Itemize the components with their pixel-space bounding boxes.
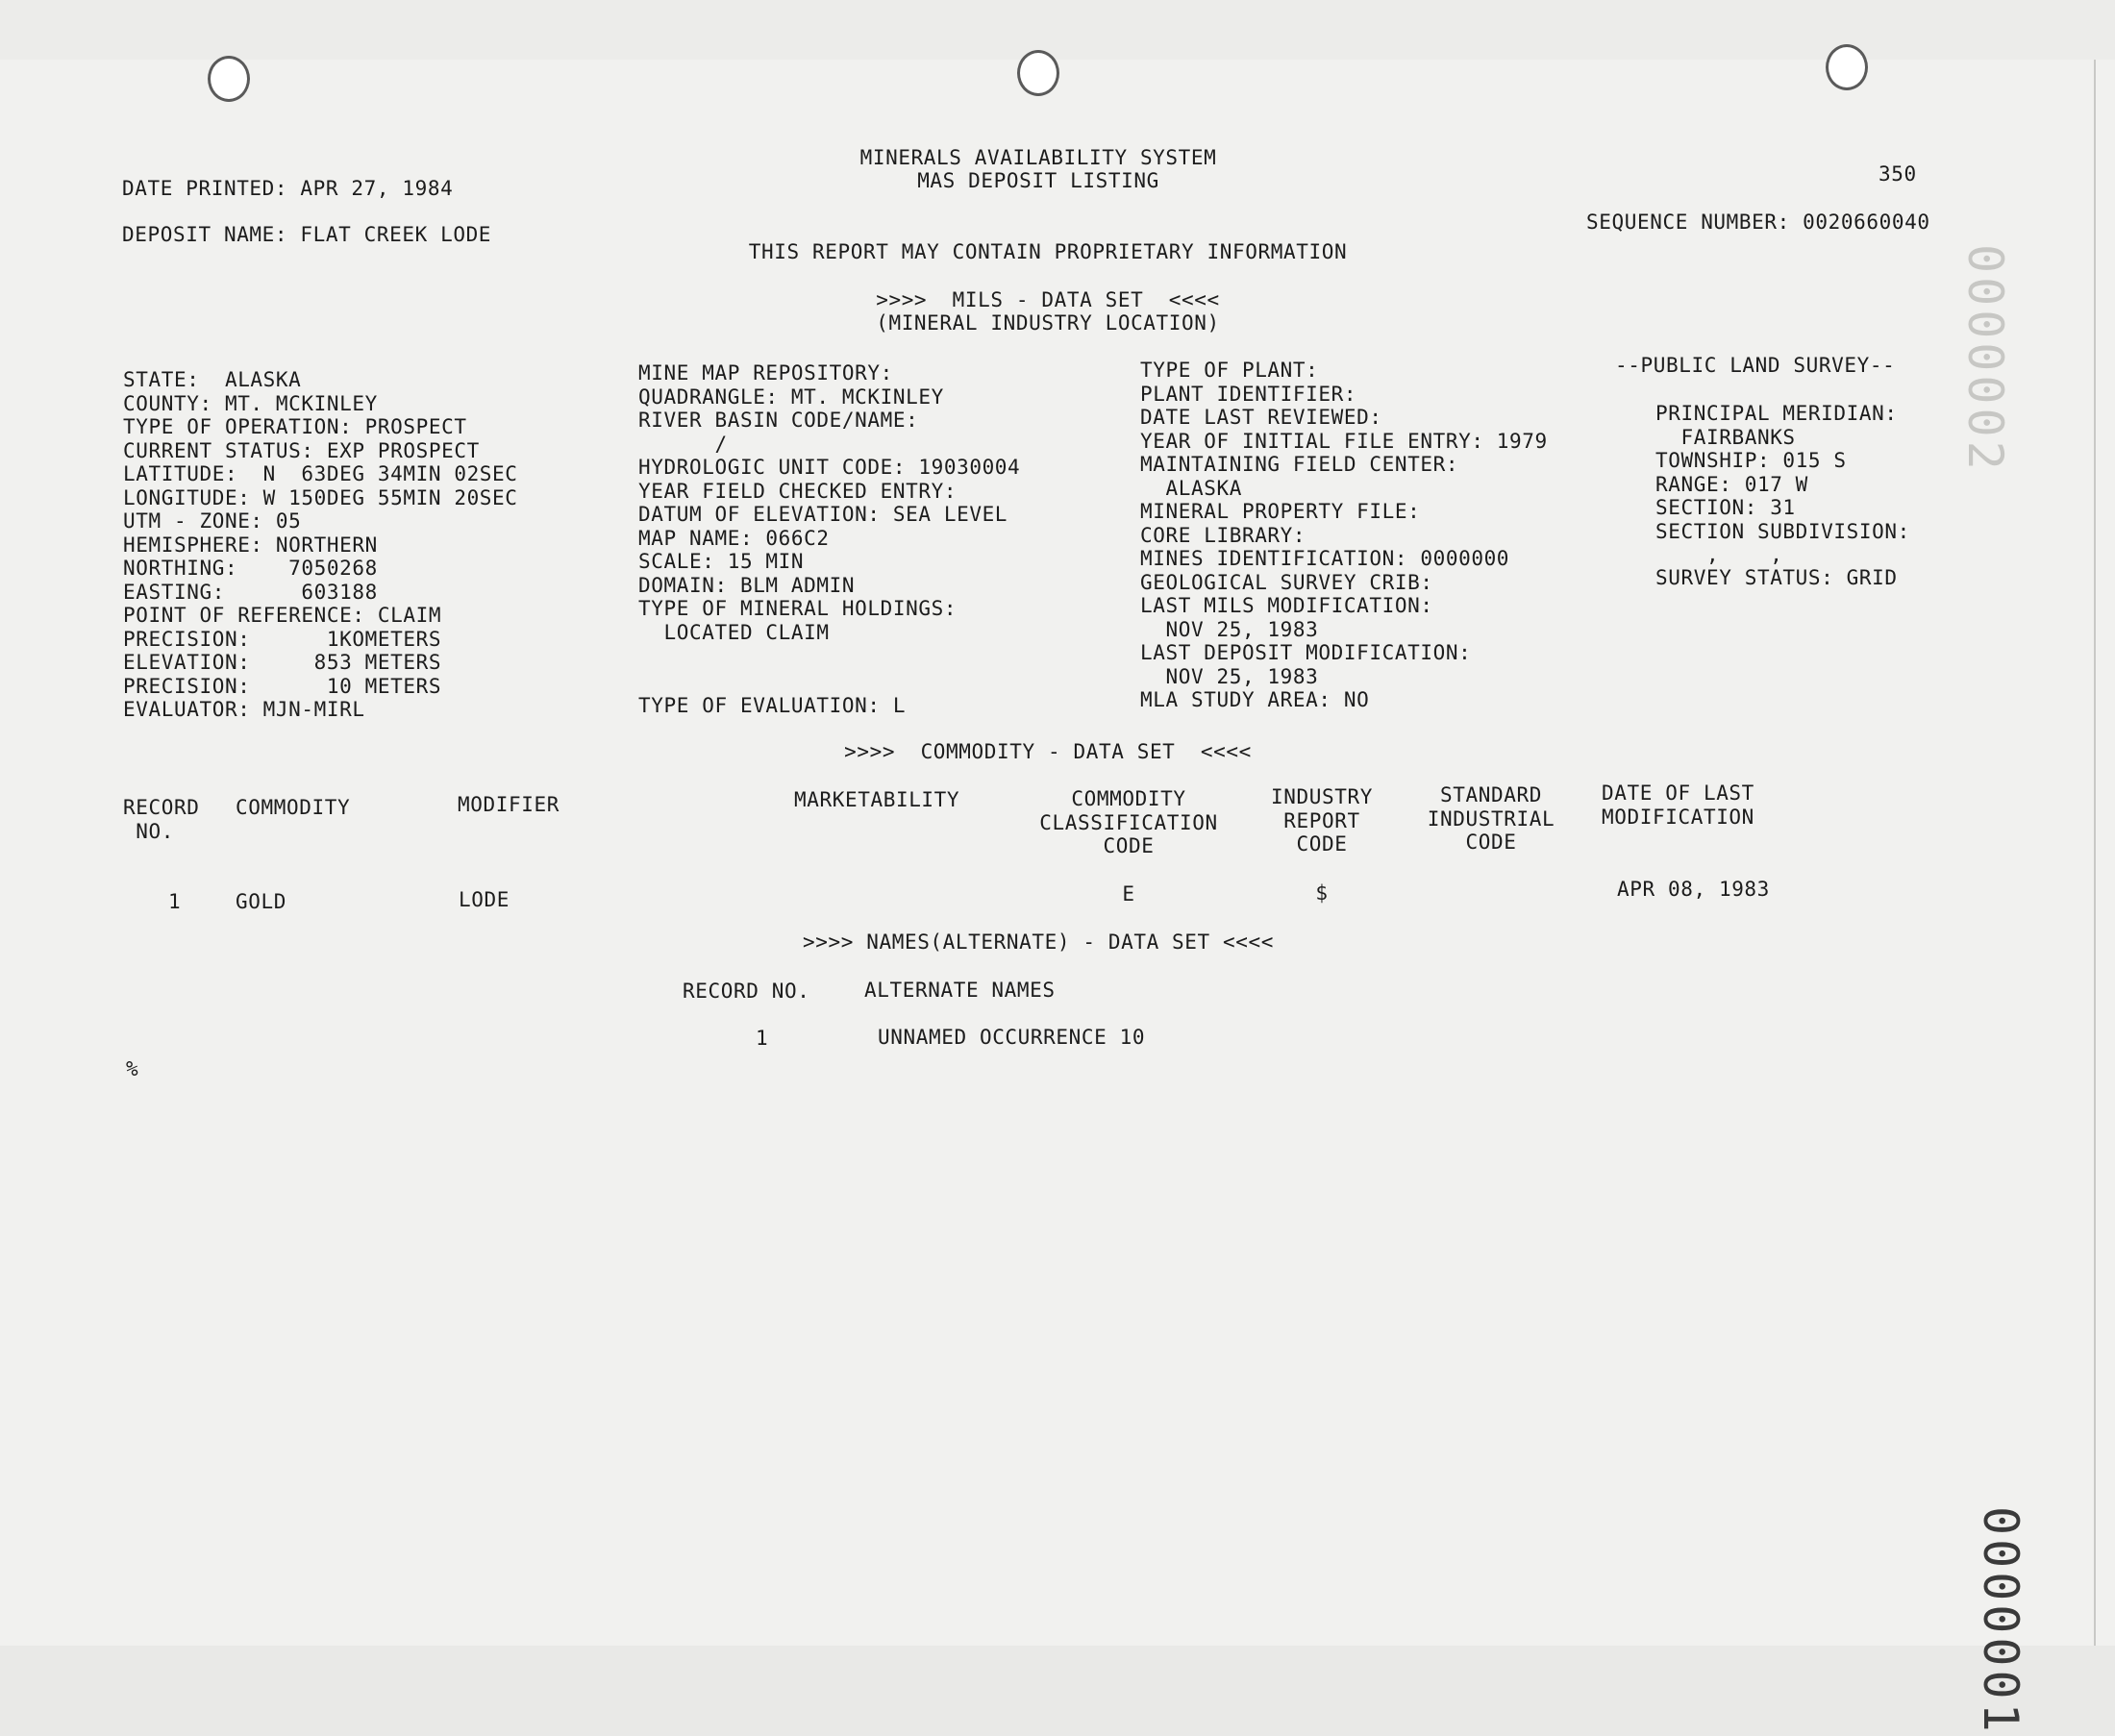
mils-section-subtitle: (MINERAL INDUSTRY LOCATION) (876, 311, 1220, 335)
field-line: DOMAIN: BLM ADMIN (638, 573, 856, 597)
field-line: RIVER BASIN CODE/NAME: (638, 409, 919, 432)
field-line: ELEVATION: 853 METERS (123, 651, 442, 674)
land-survey-heading: --PUBLIC LAND SURVEY-- (1615, 354, 1896, 377)
col-header-industry: INDUSTRY REPORT CODE (1271, 785, 1373, 856)
field-line: ALASKA (1140, 476, 1242, 500)
type-of-evaluation: TYPE OF EVALUATION: L (638, 694, 907, 717)
punch-hole-left (208, 56, 250, 102)
field-line: STATE: ALASKA (123, 368, 302, 391)
names-section-title: >>>> NAMES(ALTERNATE) - DATA SET <<<< (803, 930, 1274, 954)
ghost-stamp-number: 0000002 (1957, 244, 2013, 474)
cell-modifier: LODE (459, 888, 510, 911)
end-mark: % (126, 1057, 139, 1080)
report-title: MINERALS AVAILABILITY SYSTEM (859, 146, 1217, 169)
mils-section-title: >>>> MILS - DATA SET <<<< (876, 288, 1220, 311)
field-line: TYPE OF OPERATION: PROSPECT (123, 415, 467, 438)
field-line: MINES IDENTIFICATION: 0000000 (1140, 547, 1510, 570)
field-line: SECTION: 31 (1655, 496, 1796, 519)
sequence-number: SEQUENCE NUMBER: 0020660040 (1586, 211, 1930, 234)
field-line: LAST MILS MODIFICATION: (1140, 594, 1433, 617)
field-line: LONGITUDE: W 150DEG 55MIN 20SEC (123, 485, 518, 509)
col-header-record-no: RECORD NO. (683, 980, 810, 1003)
page-number: 350 (1879, 162, 1917, 186)
field-line: YEAR OF INITIAL FILE ENTRY: 1979 (1140, 429, 1548, 453)
cell-date: APR 08, 1983 (1617, 878, 1770, 901)
col-header-modifier: MODIFIER (458, 793, 560, 816)
punch-hole-center (1017, 50, 1059, 96)
survey-status: SURVEY STATUS: GRID (1655, 566, 1898, 589)
field-line: CORE LIBRARY: (1140, 523, 1306, 547)
col-header-commodity: COMMODITY (236, 796, 351, 819)
field-line: LATITUDE: N 63DEG 34MIN 02SEC (123, 462, 518, 485)
field-line: MAP NAME: 066C2 (638, 526, 830, 550)
field-line: DATUM OF ELEVATION: SEA LEVEL (638, 503, 1008, 526)
field-line: NOV 25, 1983 (1140, 664, 1319, 688)
cell-record-no: 1 (168, 890, 182, 913)
field-line: COUNTY: MT. MCKINLEY (123, 391, 378, 415)
date-printed: DATE PRINTED: APR 27, 1984 (122, 177, 454, 200)
field-line: SECTION SUBDIVISION: (1655, 519, 1910, 543)
field-line: MINERAL PROPERTY FILE: (1140, 500, 1421, 523)
col-header-alternate-names: ALTERNATE NAMES (864, 979, 1056, 1002)
field-line: HEMISPHERE: NORTHERN (123, 533, 378, 557)
cell-alternate-name: UNNAMED OCCURRENCE 10 (878, 1026, 1146, 1049)
page-edge (2094, 60, 2096, 1646)
field-line: / (638, 432, 728, 456)
field-line: UTM - ZONE: 05 (123, 509, 302, 533)
field-line: EVALUATOR: MJN-MIRL (123, 698, 365, 721)
cell-record-no: 1 (756, 1027, 769, 1050)
field-line: POINT OF REFERENCE: CLAIM (123, 604, 442, 627)
col-header-standard: STANDARD INDUSTRIAL CODE (1427, 783, 1555, 854)
field-line: DATE LAST REVIEWED: (1140, 406, 1382, 429)
field-line: PLANT IDENTIFIER: (1140, 382, 1357, 406)
report-subtitle: MAS DEPOSIT LISTING (917, 169, 1159, 192)
field-line: CURRENT STATUS: EXP PROSPECT (123, 438, 480, 462)
field-line: LOCATED CLAIM (638, 620, 830, 644)
field-line: SCALE: 15 MIN (638, 550, 805, 573)
field-line: LAST DEPOSIT MODIFICATION: (1140, 641, 1472, 664)
stamp-number: 0000001 (1973, 1506, 2028, 1736)
col-header-marketability: MARKETABILITY (794, 788, 960, 811)
section-subdivision-marks: , , (1655, 543, 1783, 566)
field-line: MINE MAP REPOSITORY: (638, 361, 893, 384)
proprietary-notice: THIS REPORT MAY CONTAIN PROPRIETARY INFORMATION (748, 240, 1348, 263)
deposit-name: DEPOSIT NAME: FLAT CREEK LODE (122, 223, 492, 246)
field-line: RANGE: 017 W (1655, 472, 1808, 496)
field-line: NORTHING: 7050268 (123, 557, 378, 580)
cell-classification: E (1122, 882, 1135, 905)
field-line: PRECISION: 10 METERS (123, 674, 442, 698)
field-line: MAINTAINING FIELD CENTER: (1140, 453, 1459, 476)
field-line: MLA STUDY AREA: NO (1140, 688, 1370, 711)
field-line: HYDROLOGIC UNIT CODE: 19030004 (638, 456, 1021, 479)
field-line: YEAR FIELD CHECKED ENTRY: (638, 479, 958, 503)
commodity-section-title: >>>> COMMODITY - DATA SET <<<< (844, 740, 1252, 763)
field-line: EASTING: 603188 (123, 580, 378, 604)
field-line: TYPE OF MINERAL HOLDINGS: (638, 597, 958, 620)
field-line: TYPE OF PLANT: (1140, 359, 1319, 382)
cell-commodity: GOLD (236, 890, 286, 913)
field-line: GEOLOGICAL SURVEY CRIB: (1140, 570, 1433, 594)
col-header-date: DATE OF LAST MODIFICATION (1602, 781, 1754, 829)
punch-hole-right (1826, 44, 1868, 90)
top-paper-strip (0, 0, 2115, 61)
col-header-record-no: RECORD NO. (123, 796, 200, 843)
field-line: TOWNSHIP: 015 S (1655, 449, 1847, 472)
field-line: NOV 25, 1983 (1140, 617, 1319, 641)
col-header-classification: COMMODITY CLASSIFICATION CODE (1039, 787, 1218, 857)
field-line: PRECISION: 1KOMETERS (123, 627, 442, 651)
field-line: PRINCIPAL MERIDIAN: (1655, 402, 1898, 425)
field-line: FAIRBANKS (1655, 425, 1796, 449)
field-line: QUADRANGLE: MT. MCKINLEY (638, 384, 944, 409)
cell-industry: $ (1315, 881, 1329, 905)
